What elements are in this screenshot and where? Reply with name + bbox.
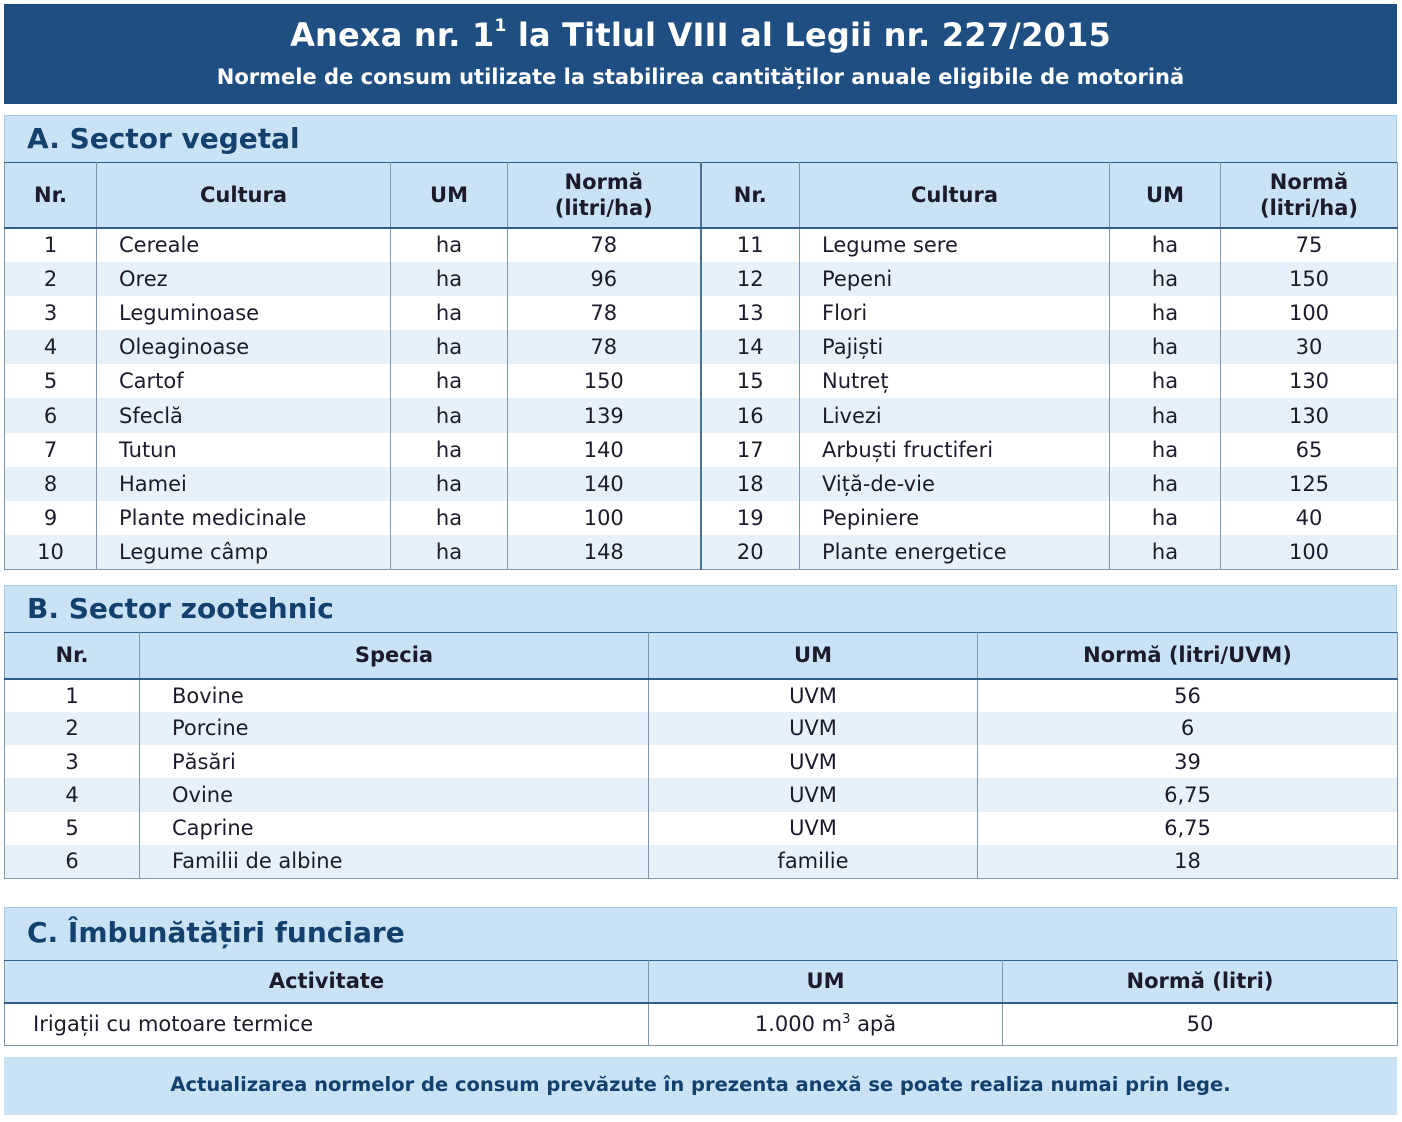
norma-cell: 50: [1003, 1003, 1398, 1046]
col-norma-header: Normă (litri/ha): [508, 163, 701, 228]
norma-cell: 56: [978, 679, 1398, 712]
norma-cell: 40: [1221, 501, 1398, 535]
footer-note: Actualizarea normelor de consum prevăzute în prezenta anexă se poate realiza numai prin lege.: [4, 1057, 1397, 1115]
col-specia-header: Specia: [140, 633, 649, 679]
section-b-title: B. Sector zootehnic: [4, 585, 1397, 632]
table-row: [5, 778, 1398, 811]
um-cell: ha: [391, 296, 508, 330]
col-nr-header: Nr.: [5, 633, 140, 679]
norma-cell: 140: [508, 467, 701, 501]
cultura-cell: Tutun: [97, 433, 391, 467]
nr-cell: 2: [5, 712, 140, 745]
nr-cell: 3: [5, 745, 140, 778]
norma-cell: 150: [508, 364, 701, 398]
table-row: [5, 433, 1398, 467]
table-row: [5, 228, 1398, 262]
cultura-cell: Viță-de-vie: [800, 467, 1110, 501]
col-nr-header-right: Nr.: [701, 163, 800, 228]
nr-cell: 17: [701, 433, 800, 467]
nr-cell: 4: [5, 330, 97, 364]
um-cell: ha: [1110, 501, 1221, 535]
um-cell: ha: [391, 398, 508, 432]
cultura-cell: Arbuști fructiferi: [800, 433, 1110, 467]
norma-cell: 78: [508, 228, 701, 262]
norma-cell: 100: [1221, 535, 1398, 569]
um-cell: ha: [1110, 467, 1221, 501]
um-cell: UVM: [649, 712, 978, 745]
um-cell: ha: [1110, 296, 1221, 330]
table-row: [5, 745, 1398, 778]
norma-cell: 30: [1221, 330, 1398, 364]
col-um-header: UM: [649, 961, 1003, 1003]
norma-cell: 78: [508, 296, 701, 330]
cultura-cell: Nutreț: [800, 364, 1110, 398]
col-activitate-header: Activitate: [5, 961, 649, 1003]
col-cultura-header: Cultura: [97, 163, 391, 228]
cultura-cell: Livezi: [800, 398, 1110, 432]
norma-cell: 75: [1221, 228, 1398, 262]
cultura-cell: Legume sere: [800, 228, 1110, 262]
col-norma-header-right: Normă (litri/ha): [1221, 163, 1398, 228]
um-cell: ha: [391, 467, 508, 501]
activitate-cell: Irigații cu motoare termice: [5, 1003, 649, 1046]
col-um-header-right: UM: [1110, 163, 1221, 228]
um-cell: ha: [1110, 262, 1221, 296]
table-row: [5, 262, 1398, 296]
norma-cell: 150: [1221, 262, 1398, 296]
um-cell: familie: [649, 845, 978, 878]
cultura-cell: Orez: [97, 262, 391, 296]
table-row: [5, 535, 1398, 569]
cultura-cell: Cartof: [97, 364, 391, 398]
um-cell: ha: [391, 501, 508, 535]
nr-cell: 18: [701, 467, 800, 501]
nr-cell: 1: [5, 228, 97, 262]
section-a-header-row: [5, 163, 1398, 228]
table-row: [5, 1003, 1398, 1046]
nr-cell: 20: [701, 535, 800, 569]
table-row: [5, 398, 1398, 432]
nr-cell: 5: [5, 364, 97, 398]
cultura-cell: Hamei: [97, 467, 391, 501]
um-cell: ha: [1110, 535, 1221, 569]
norma-cell: 130: [1221, 398, 1398, 432]
norma-cell: 140: [508, 433, 701, 467]
table-row: [5, 679, 1398, 712]
table-row: [5, 296, 1398, 330]
section-c-header-row: [5, 961, 1398, 1003]
norma-cell: 39: [978, 745, 1398, 778]
cultura-cell: Pajiști: [800, 330, 1110, 364]
table-row: [5, 712, 1398, 745]
document-header: [4, 4, 1397, 104]
cultura-cell: Pepiniere: [800, 501, 1110, 535]
table-row: [5, 845, 1398, 878]
document-subtitle: Normele de consum utilizate la stabilirea cantităților anuale eligibile de motorină: [216, 65, 1185, 89]
um-cell: 1.000 $m^3$ apă: [649, 1003, 1003, 1046]
table-row: [5, 812, 1398, 845]
section-b-header-row: [5, 633, 1398, 679]
cultura-cell: Oleaginoase: [97, 330, 391, 364]
nr-cell: 6: [5, 398, 97, 432]
nr-cell: 14: [701, 330, 800, 364]
norma-cell: 125: [1221, 467, 1398, 501]
nr-cell: 6: [5, 845, 140, 878]
col-norma-header: Normă (litri/UVM): [978, 633, 1398, 679]
specia-cell: Familii de albine: [140, 845, 649, 878]
col-norma-header: Normă (litri): [1003, 961, 1398, 1003]
nr-cell: 19: [701, 501, 800, 535]
cultura-cell: Flori: [800, 296, 1110, 330]
norma-cell: 18: [978, 845, 1398, 878]
nr-cell: 4: [5, 778, 140, 811]
norma-cell: 6: [978, 712, 1398, 745]
nr-cell: 3: [5, 296, 97, 330]
norma-cell: 96: [508, 262, 701, 296]
norma-cell: 100: [508, 501, 701, 535]
specia-cell: Porcine: [140, 712, 649, 745]
nr-cell: 7: [5, 433, 97, 467]
um-cell: ha: [1110, 433, 1221, 467]
cultura-cell: Sfeclă: [97, 398, 391, 432]
nr-cell: 2: [5, 262, 97, 296]
um-cell: UVM: [649, 778, 978, 811]
nr-cell: 11: [701, 228, 800, 262]
um-cell: ha: [391, 330, 508, 364]
section-a-table: [4, 162, 1398, 570]
cultura-cell: Plante energetice: [800, 535, 1110, 569]
cultura-cell: Leguminoase: [97, 296, 391, 330]
um-cell: ha: [1110, 364, 1221, 398]
cultura-cell: Pepeni: [800, 262, 1110, 296]
table-row: [5, 364, 1398, 398]
norma-cell: 148: [508, 535, 701, 569]
nr-cell: 5: [5, 812, 140, 845]
specia-cell: Caprine: [140, 812, 649, 845]
section-c-title: C. Îmbunătățiri funciare: [4, 907, 1397, 960]
norma-cell: 6,75: [978, 812, 1398, 845]
cultura-cell: Plante medicinale: [97, 501, 391, 535]
nr-cell: 12: [701, 262, 800, 296]
table-row: [5, 330, 1398, 364]
section-c-table: [4, 960, 1398, 1046]
nr-cell: 9: [5, 501, 97, 535]
um-cell: ha: [1110, 330, 1221, 364]
section-b-table: [4, 632, 1398, 879]
um-cell: ha: [391, 364, 508, 398]
nr-cell: 16: [701, 398, 800, 432]
section-a-title: A. Sector vegetal: [4, 115, 1397, 162]
col-um-header: UM: [649, 633, 978, 679]
um-cell: ha: [391, 433, 508, 467]
um-cell: UVM: [649, 679, 978, 712]
norma-cell: 139: [508, 398, 701, 432]
nr-cell: 15: [701, 364, 800, 398]
specia-cell: Ovine: [140, 778, 649, 811]
cultura-cell: Legume câmp: [97, 535, 391, 569]
norma-cell: 100: [1221, 296, 1398, 330]
table-row: [5, 467, 1398, 501]
um-cell: ha: [391, 228, 508, 262]
nr-cell: 1: [5, 679, 140, 712]
nr-cell: 8: [5, 467, 97, 501]
nr-cell: 10: [5, 535, 97, 569]
nr-cell: 13: [701, 296, 800, 330]
specia-cell: Păsări: [140, 745, 649, 778]
um-cell: ha: [391, 535, 508, 569]
um-cell: ha: [1110, 398, 1221, 432]
title-superscript: 1: [494, 16, 507, 37]
um-cell: ha: [1110, 228, 1221, 262]
document-title: Anexa nr. $1^1$ la Titlul VIII al Legii nr. 227/2015: [290, 16, 1111, 54]
norma-cell: 6,75: [978, 778, 1398, 811]
um-superscript: 3: [842, 1012, 851, 1028]
col-nr-header: Nr.: [5, 163, 97, 228]
table-row: [5, 501, 1398, 535]
specia-cell: Bovine: [140, 679, 649, 712]
um-cell: UVM: [649, 745, 978, 778]
um-cell: ha: [391, 262, 508, 296]
col-cultura-header-right: Cultura: [800, 163, 1110, 228]
um-cell: UVM: [649, 812, 978, 845]
col-um-header: UM: [391, 163, 508, 228]
norma-cell: 130: [1221, 364, 1398, 398]
cultura-cell: Cereale: [97, 228, 391, 262]
norma-cell: 65: [1221, 433, 1398, 467]
norma-cell: 78: [508, 330, 701, 364]
